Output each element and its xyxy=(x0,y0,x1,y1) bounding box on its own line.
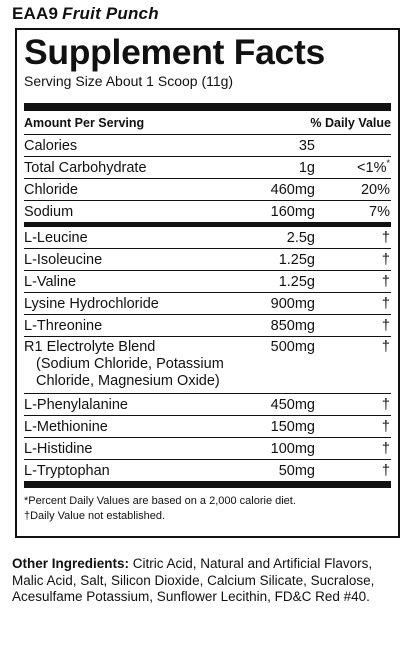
nutrient-name: L-Histidine xyxy=(24,440,93,457)
nutrient-amount: 1g xyxy=(298,159,315,176)
nutrient-name: Calories xyxy=(24,137,78,154)
footnote-not-established: †Daily Value not established. xyxy=(24,510,166,522)
nutrient-name: Lysine Hydrochloride xyxy=(24,295,159,312)
nutrient-row xyxy=(24,179,391,201)
nutrient-row xyxy=(24,293,391,315)
nutrient-dv: † xyxy=(381,317,390,334)
nutrient-dv: † xyxy=(381,251,390,268)
nutrient-amount: 850mg xyxy=(270,317,315,334)
product-flavor: Fruit Punch xyxy=(62,4,159,23)
nutrient-name: L-Threonine xyxy=(24,317,103,334)
dv-footnote-mark: * xyxy=(386,157,390,168)
nutrient-row xyxy=(24,227,391,249)
nutrient-amount: 900mg xyxy=(270,295,315,312)
serving-size: Serving Size About 1 Scoop (11g) xyxy=(24,73,234,89)
header-amount: Amount Per Serving xyxy=(24,116,145,130)
blend-ingredients-line: Chloride, Magnesium Oxide) xyxy=(36,373,220,389)
nutrient-dv: † xyxy=(381,440,390,457)
nutrient-amount: 150mg xyxy=(270,418,315,435)
nutrient-dv: † xyxy=(381,229,390,246)
other-ingredients-text: Citric Acid, Natural and Artificial Flavors, Malic Acid, Salt, Silicon Dioxide, Calcium Silicate, Sucralose, Acesulfame Potassium, Sunflower Lecithin, FD&C Red #40. xyxy=(12,556,375,604)
nutrient-row xyxy=(24,201,391,222)
divider-bottom xyxy=(24,481,391,488)
nutrient-row xyxy=(24,271,391,293)
nutrient-amount: 460mg xyxy=(270,181,315,198)
nutrient-row xyxy=(24,438,391,460)
macro-rows xyxy=(24,135,391,222)
blend-ingredients-line: (Sodium Chloride, Potassium xyxy=(36,356,224,372)
nutrient-dv: † xyxy=(381,396,390,413)
footnotes xyxy=(24,494,391,524)
nutrient-name: Sodium xyxy=(24,203,74,220)
blend-dv: † xyxy=(381,339,390,355)
nutrient-dv: 7% xyxy=(369,203,390,220)
product-name: EAA9 xyxy=(12,4,59,23)
other-ingredients xyxy=(12,556,392,606)
nutrient-row xyxy=(24,249,391,271)
nutrient-amount: 160mg xyxy=(270,203,315,220)
supplement-facts-panel xyxy=(15,28,400,538)
nutrient-name: L-Tryptophan xyxy=(24,462,110,479)
nutrient-row xyxy=(24,394,391,416)
blend-amount: 500mg xyxy=(270,339,315,355)
nutrient-amount: 2.5g xyxy=(286,229,315,246)
nutrient-name: L-Isoleucine xyxy=(24,251,103,268)
nutrient-row xyxy=(24,416,391,438)
nutrient-amount: 1.25g xyxy=(278,251,315,268)
nutrient-dv xyxy=(315,157,391,176)
blend-name: R1 Electrolyte Blend xyxy=(24,339,156,355)
nutrient-amount: 1.25g xyxy=(278,273,315,290)
nutrient-row xyxy=(24,157,391,179)
nutrient-name: L-Phenylalanine xyxy=(24,396,128,413)
dv-value: <1% xyxy=(357,159,387,176)
nutrient-amount: 50mg xyxy=(278,462,315,479)
divider-thick xyxy=(24,103,391,111)
header-daily-value: % Daily Value xyxy=(310,116,391,130)
facts-header-row xyxy=(24,111,391,135)
nutrient-dv: † xyxy=(381,273,390,290)
electrolyte-blend-row xyxy=(24,337,391,394)
nutrient-name: Total Carbohydrate xyxy=(24,159,147,176)
nutrient-dv: † xyxy=(381,462,390,479)
nutrient-dv: 20% xyxy=(360,181,390,198)
nutrient-name: L-Methionine xyxy=(24,418,108,435)
facts-title: Supplement Facts xyxy=(24,32,325,72)
nutrient-name: L-Valine xyxy=(24,273,77,290)
nutrient-dv: † xyxy=(381,418,390,435)
product-title xyxy=(12,4,159,24)
nutrient-dv: † xyxy=(381,295,390,312)
nutrient-name: L-Leucine xyxy=(24,229,88,246)
nutrient-row xyxy=(24,135,391,157)
amino-rows xyxy=(24,227,391,481)
nutrient-name: Chloride xyxy=(24,181,78,198)
nutrient-row xyxy=(24,460,391,481)
nutrient-amount: 35 xyxy=(298,137,315,154)
footnote-daily-values: *Percent Daily Values are based on a 2,000 calorie diet. xyxy=(24,495,296,507)
nutrient-row xyxy=(24,315,391,337)
nutrient-amount: 100mg xyxy=(270,440,315,457)
nutrient-amount: 450mg xyxy=(270,396,315,413)
other-ingredients-label: Other Ingredients: xyxy=(12,556,130,571)
